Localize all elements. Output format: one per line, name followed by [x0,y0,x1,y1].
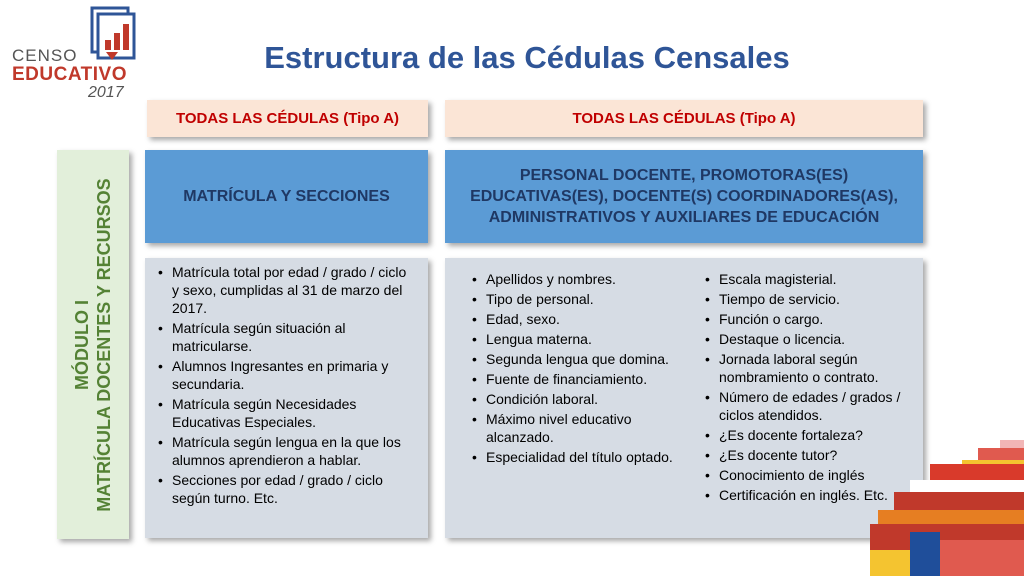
list-item: • Condición laboral. [469,390,679,408]
card-matricula [145,258,428,538]
list-item: • Segunda lengua que domina. [469,350,679,368]
page-title: Estructura de las Cédulas Censales [264,40,790,75]
list-item: • Destaque o licencia. [702,330,914,348]
list-item: • Fuente de financiamiento. [469,370,679,388]
list-item: • Tiempo de servicio. [702,290,914,308]
list-item: • Conocimiento de inglés [702,466,914,484]
list-item: • Jornada laboral según nombramiento o contrato. [702,350,914,386]
list-item: • Matrícula según lengua en la que los alumnos aprendieron a hablar. [155,433,416,469]
list-item: • Matrícula según situación al matricularse. [155,319,416,355]
list-item: • Secciones por edad / grado / ciclo según turno. Etc. [155,471,416,507]
list-item: • Edad, sexo. [469,310,679,328]
section-box-matricula: MATRÍCULA Y SECCIONES [145,150,428,243]
module-label [71,155,115,535]
list-item: • Alumnos Ingresantes en primaria y secundaria. [155,357,416,393]
module-label-line2: MATRÍCULA DOCENTES Y RECURSOS [94,177,114,512]
module-label-line1: MÓDULO I [72,299,92,390]
list-item: • Función o cargo. [702,310,914,328]
list-item: • Máximo nivel educativo alcanzado. [469,410,679,446]
list-item: • Escala magisterial. [702,270,914,288]
list-personal-col1 [469,270,679,468]
header-left: TODAS LAS CÉDULAS (Tipo A) [147,100,428,137]
decorative-steps-graphic [870,440,1024,576]
logo-text-censo: CENSO [12,46,78,65]
list-item: • ¿Es docente fortaleza? [702,426,914,444]
list-item: • ¿Es docente tutor? [702,446,914,464]
list-item: • Lengua materna. [469,330,679,348]
header-right: TODAS LAS CÉDULAS (Tipo A) [445,100,923,137]
list-item: • Apellidos y nombres. [469,270,679,288]
list-item: • Número de edades / grados / ciclos atendidos. [702,388,914,424]
list-item: • Especialidad del título optado. [469,448,679,466]
section-box-personal: PERSONAL DOCENTE, PROMOTORAS(ES) EDUCATIVAS(ES), DOCENTE(S) COORDINADORES(AS), ADMINISTRATIVOS Y AUXILIARES DE EDUCACIÓN [445,150,923,243]
card-personal [445,258,923,538]
list-item: • Matrícula total por edad / grado / ciclo y sexo, cumplidas al 31 de marzo del 2017. [155,263,416,317]
list-item: • Matrícula según Necesidades Educativas Especiales. [155,395,416,431]
logo-year: 2017 [88,84,124,101]
list-matricula [145,258,428,507]
list-item: • Tipo de personal. [469,290,679,308]
list-item: • Certificación en inglés. Etc. [702,486,914,504]
logo-text-educativo: EDUCATIVO [12,64,127,85]
module-side-panel [57,150,129,539]
